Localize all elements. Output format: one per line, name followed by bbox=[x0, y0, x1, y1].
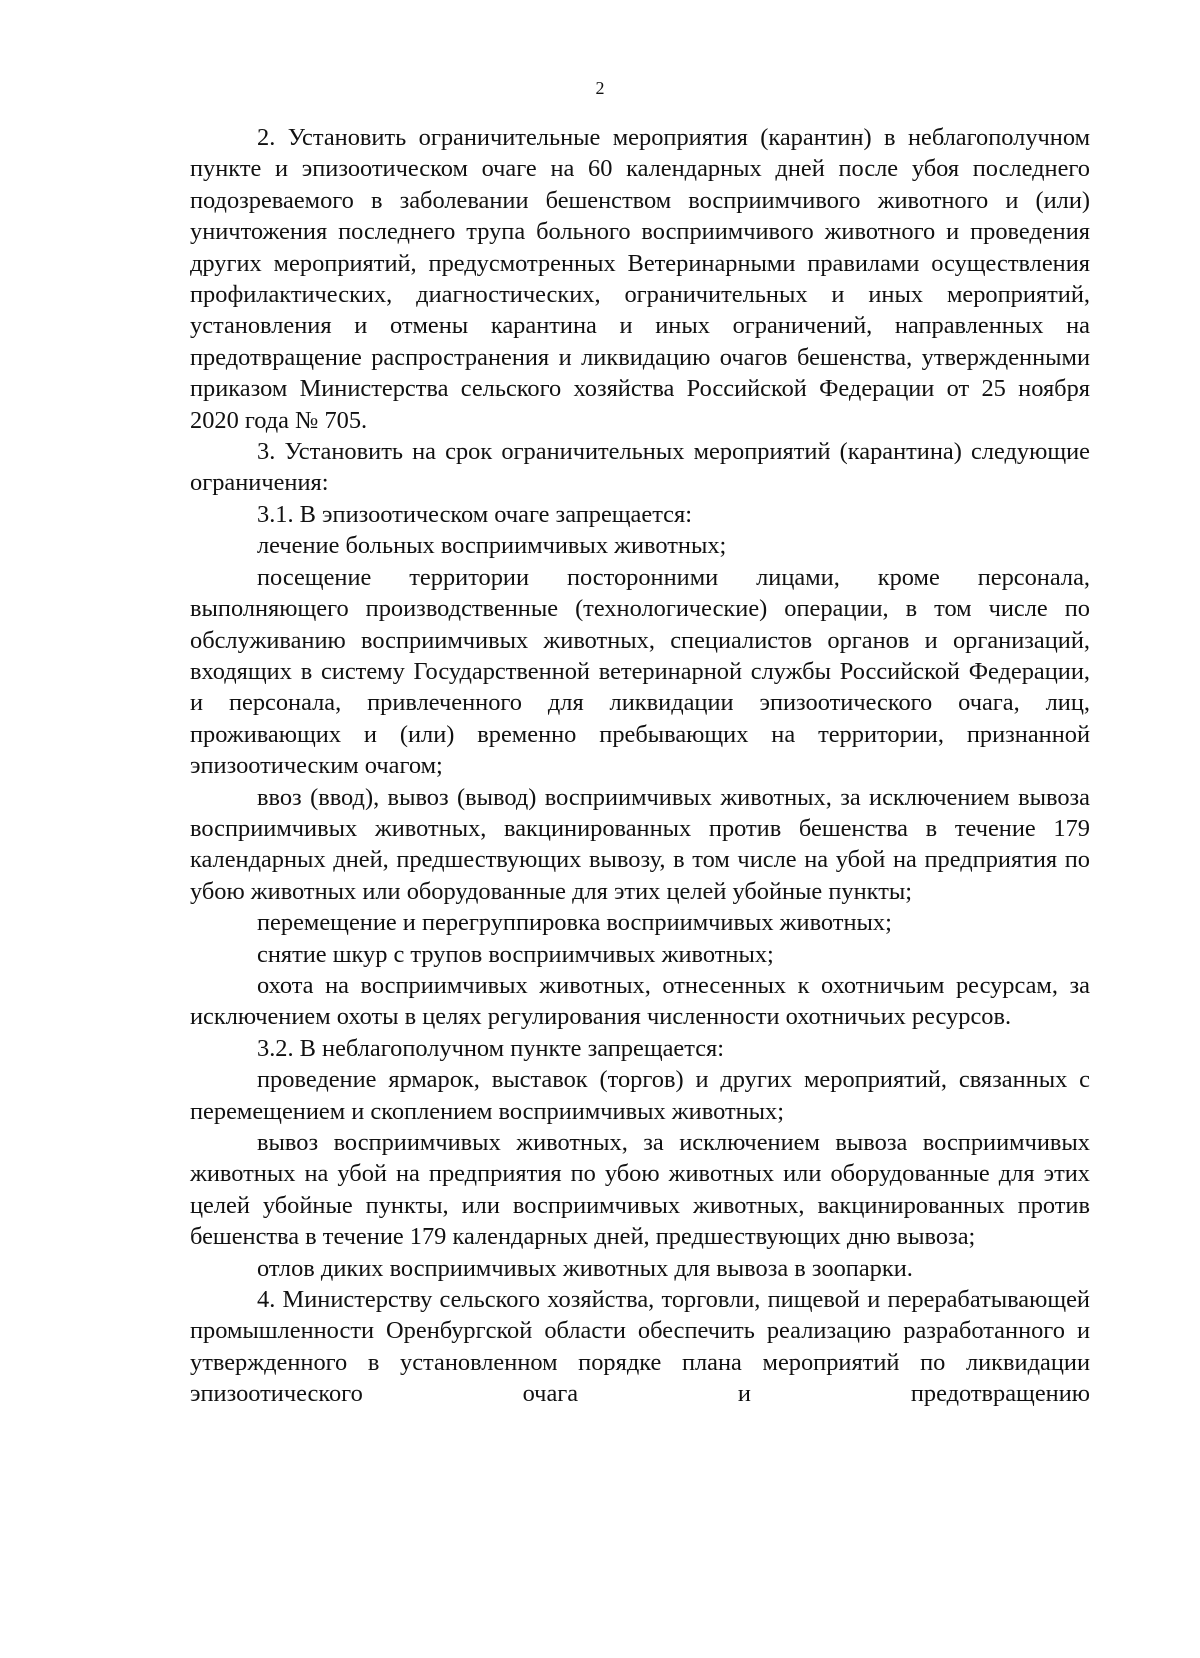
paragraph-3-1-item-hunting: охота на восприимчивых животных, отнесенных к охотничьим ресурсам, за исключением охоты в целях регулирования численности охотничьих ресурсов. bbox=[190, 971, 1090, 1031]
paragraph-3-2-item-fairs: проведение ярмарок, выставок (торгов) и других мероприятий, связанных с перемещением и скоплением восприимчивых животных; bbox=[190, 1066, 1090, 1125]
paragraph-3-1-item-treatment: лечение больных восприимчивых животных; bbox=[257, 532, 727, 560]
paragraph-4-ministry: 4. Министерству сельского хозяйства, торговли, пищевой и перерабатывающей промышленности Оренбургской области обеспечить реализацию разработанного и утвержденного в установленном порядке плана мероприятий по ликвидации эпизоотического очага и предотвращению bbox=[190, 1286, 1090, 1408]
paragraph-3-2-item-export: вывоз восприимчивых животных, за исключением вывоза восприимчивых животных на убой на предприятия по убою животных или оборудованные для этих целей убойные пункты, или восприимчивых животных, вакцинированных против бешенства в течение 179 календарных дней, предшествующих дню вывоза; bbox=[190, 1129, 1090, 1251]
paragraph-3-restrictions: 3. Установить на срок ограничительных мероприятий (карантина) следующие ограничения: bbox=[190, 438, 1090, 497]
paragraph-3-2-heading: 3.2. В неблагополучном пункте запрещается: bbox=[257, 1034, 725, 1062]
paragraph-3-1-item-movement: перемещение и перегруппировка восприимчивых животных; bbox=[257, 909, 892, 937]
page-number: 2 bbox=[595, 78, 605, 98]
document-body bbox=[190, 122, 1090, 1410]
paragraph-3-1-heading: 3.1. В эпизоотическом очаге запрещается: bbox=[257, 500, 692, 528]
paragraph-2-quarantine: 2. Установить ограничительные мероприятия (карантин) в неблагополучном пункте и эпизоотическом очаге на 60 календарных дней после убоя последнего подозреваемого в заболевании бешенством восприимчивого животного и (или) уничтожения последнего трупа больного восприимчивого животного и проведения других мероприятий, предусмотренных Ветеринарными правилами осуществления профилактических, диагностических, ограничительных и иных мероприятий, установления и отмены карантина и иных ограничений, направленных на предотвращение распространения и ликвидацию очагов бешенства, утвержденными приказом Министерства сельского хозяйства Российской Федерации от 25 ноября 2020 года № 705. bbox=[190, 124, 1090, 434]
paragraph-3-1-item-import-export: ввоз (ввод), вывоз (вывод) восприимчивых животных, за исключением вывоза восприимчивых животных, вакцинированных против бешенства в течение 179 календарных дней, предшествующих вывозу, в том числе на убой на предприятия по убою животных или оборудованные для этих целей убойные пункты; bbox=[190, 783, 1090, 905]
paragraph-3-1-item-visits: посещение территории посторонними лицами, кроме персонала, выполняющего производственные (технологические) операции, в том числе по обслуживанию восприимчивых животных, специалистов органов и организаций, входящих в систему Государственной ветеринарной службы Российской Федерации, и персонала, привлеченного для ликвидации эпизоотического очага, лиц, проживающих и (или) временно пребывающих на территории, признанной эпизоотическим очагом; bbox=[190, 563, 1090, 780]
paragraph-3-1-item-skins: снятие шкур с трупов восприимчивых животных; bbox=[257, 940, 774, 968]
paragraph-3-2-item-capture: отлов диких восприимчивых животных для вывоза в зоопарки. bbox=[257, 1254, 913, 1282]
